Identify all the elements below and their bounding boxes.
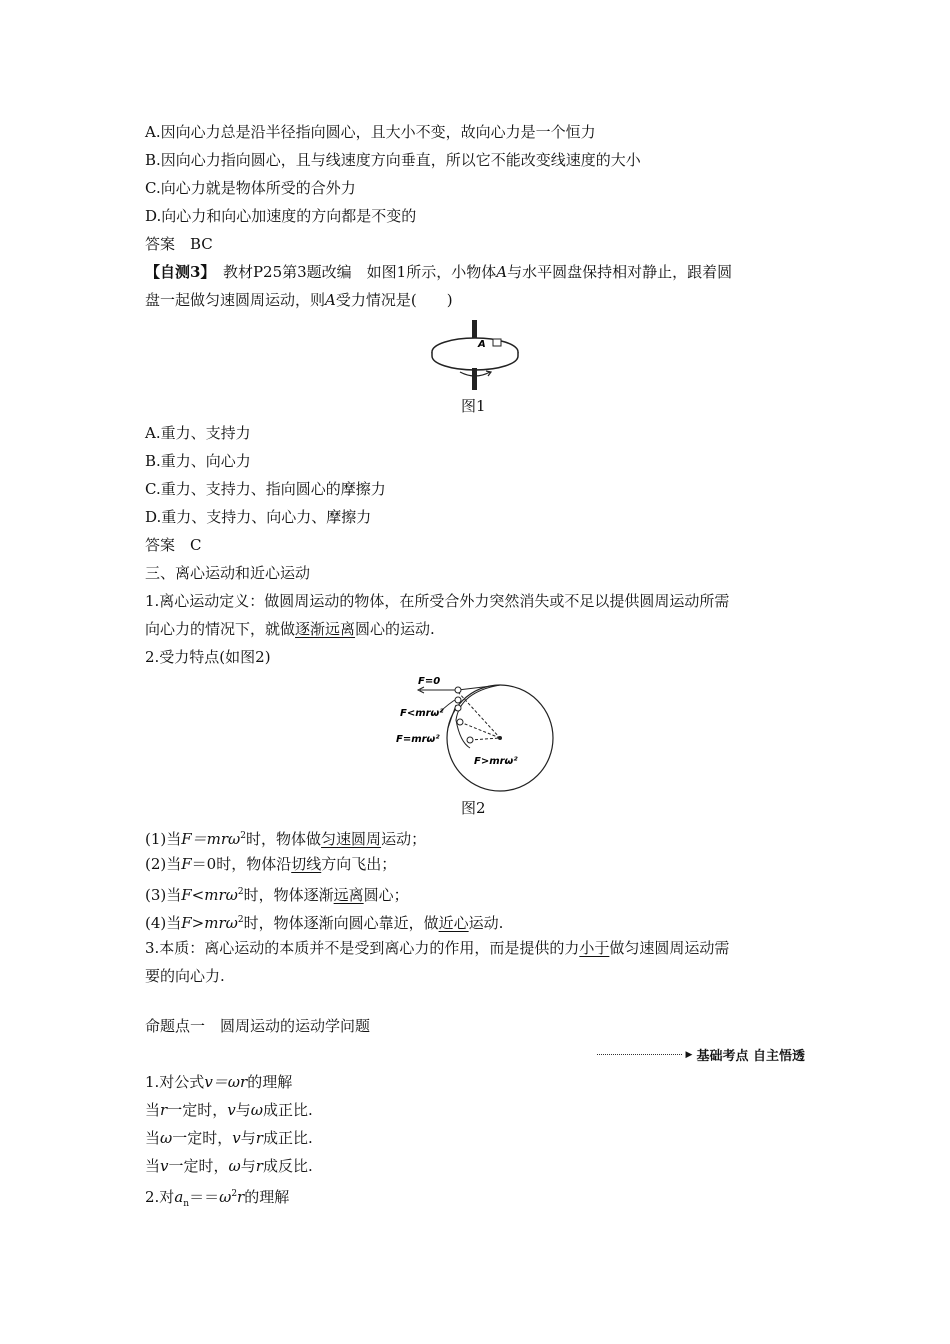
q2-answer: 答案 BC	[145, 235, 213, 253]
formula-v-case-3: 当v一定时，ω与r成反比.	[145, 1157, 313, 1175]
q3-stem-line2: 盘一起做匀速圆周运动，则A受力情况是( )	[145, 291, 453, 309]
q3-option-a: A.重力、支持力	[145, 424, 251, 442]
q3-option-b: B.重力、向心力	[145, 452, 251, 470]
q3-tag: 【自测3】	[145, 263, 208, 281]
sec3-force-title: 2.受力特点(如图2)	[145, 648, 271, 666]
dotted-leader	[597, 1054, 682, 1055]
label-f-zero: F=0	[418, 676, 441, 687]
label-f-equal: F=mrω²	[396, 734, 440, 745]
case-4: (4)当F>mrω$^2$时，物体逐渐向圆心靠近，做近心运动.	[145, 914, 504, 932]
q2-option-b: B.因向心力指向圆心，且与线速度方向垂直，所以它不能改变线速度的大小	[145, 151, 641, 169]
formula-a-title: 2.对$a_n==\omega^2r$的理解	[145, 1188, 290, 1209]
q3-answer: 答案 C	[145, 536, 202, 554]
q2-option-c: C.向心力就是物体所受的合外力	[145, 179, 356, 197]
figure-1-label: A	[478, 339, 486, 350]
formula-v-case-2: 当ω一定时，v与r成正比.	[145, 1129, 313, 1147]
figure-2-centrifugal	[390, 672, 560, 794]
label-f-less: F<mrω²	[400, 708, 444, 719]
q3-option-c: C.重力、支持力、指向圆心的摩擦力	[145, 480, 386, 498]
case-1: (1)当F＝mrω$^2$时，物体做匀速圆周运动；	[145, 830, 427, 848]
formula-v-title: 1.对公式v＝ωr的理解	[145, 1073, 293, 1091]
section-3-title: 三、离心运动和近心运动	[145, 564, 311, 582]
label-f-greater: F>mrω²	[474, 756, 518, 767]
q2-option-d: D.向心力和向心加速度的方向都是不变的	[145, 207, 417, 225]
case-3: (3)当F<mrω$^2$时，物体逐渐远离圆心；	[145, 886, 409, 904]
sec3-def-line1: 1.离心运动定义：做圆周运动的物体，在所受合外力突然消失或不足以提供圆周运动所需	[145, 592, 730, 610]
figure-1-caption: 图1	[461, 397, 486, 415]
figure-2-caption: 图2	[461, 799, 486, 817]
case-2: (2)当F＝0时，物体沿切线方向飞出；	[145, 855, 397, 873]
point-1-tag: ▶ 基础考点 自主悟透	[597, 1045, 805, 1064]
formula-v-case-1: 当r一定时，v与ω成正比.	[145, 1101, 313, 1119]
object-a-block	[493, 339, 501, 346]
arrow-right-icon: ▶	[685, 1049, 693, 1060]
essence-line2: 要的向心力.	[145, 967, 225, 985]
q3-option-d: D.重力、支持力、向心力、摩擦力	[145, 508, 372, 526]
sec3-def-line2: 向心力的情况下，就做逐渐远离圆心的运动.	[145, 620, 435, 638]
point-1-title: 命题点一 圆周运动的运动学问题	[145, 1017, 371, 1035]
figure-1-disc	[420, 318, 530, 393]
essence-line1: 3.本质：离心运动的本质并不是受到离心力的作用，而是提供的力小于做匀速圆周运动需	[145, 939, 730, 957]
q3-stem-line1: 【自测3】 教材P25第3题改编 如图1所示，小物体A与水平圆盘保持相对静止，跟着圆	[145, 263, 733, 281]
q2-option-a: A.因向心力总是沿半径指向圆心，且大小不变，故向心力是一个恒力	[145, 123, 596, 141]
